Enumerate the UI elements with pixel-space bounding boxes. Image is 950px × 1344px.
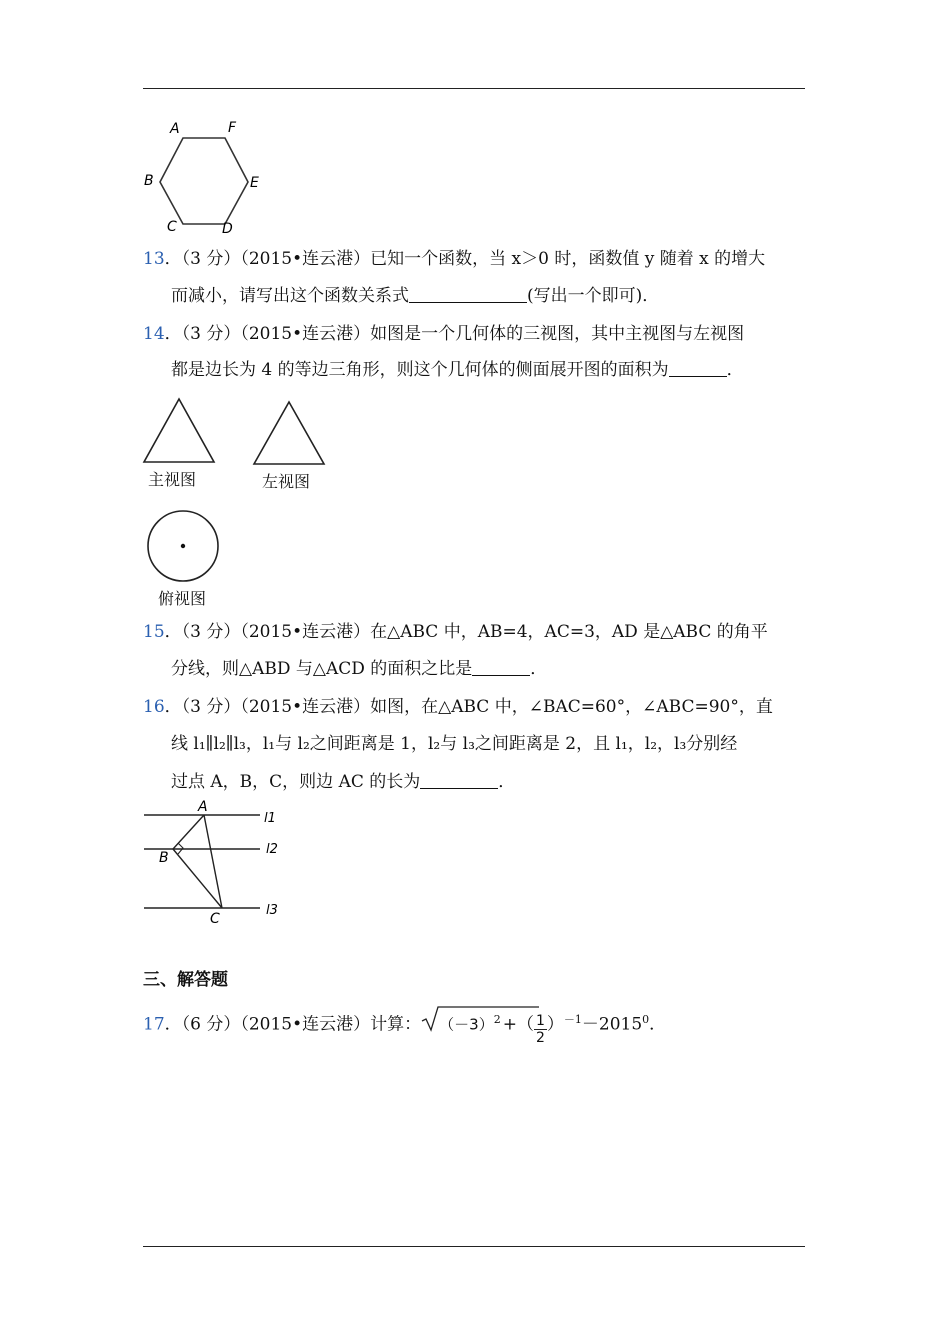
- front-view-label: 主视图: [148, 470, 197, 489]
- sqrt-expression: [421, 1008, 501, 1037]
- q13-number: 13: [143, 249, 165, 269]
- fig16-label-l3: l3: [266, 903, 278, 918]
- top-view-circle: [144, 508, 224, 588]
- q13-text2b: (写出一个即可)．: [527, 286, 660, 306]
- q14-text1: ．（3 分）（2015•连云港）如图是一个几何体的三视图，其中主视图与左视图: [164, 324, 745, 344]
- hex-label-a: A: [170, 121, 180, 137]
- q13-text2a: 而减小，请写出这个函数关系式: [171, 286, 409, 306]
- q16-answer-blank: [420, 772, 498, 789]
- segment-ab: [173, 815, 204, 849]
- q16-line2: [171, 732, 737, 756]
- q13-answer-blank: [409, 286, 527, 303]
- q16-text3: 过点 A，B，C，则边 AC 的长为: [171, 772, 421, 792]
- q17-prefix: ．（6 分）（2015•连云港）计算：: [164, 1014, 422, 1035]
- footer-rule: [143, 1246, 805, 1247]
- q17-line1: [143, 1008, 666, 1046]
- fraction-numerator: 1: [535, 1012, 545, 1029]
- fig16-label-a: A: [198, 799, 208, 815]
- hex-label-f: F: [228, 120, 237, 136]
- q13-text1: ．（3 分）（2015•连云港）已知一个函数，当 x＞0 时，函数值 y 随着 x 的增大: [164, 249, 766, 269]
- hex-label-b: B: [144, 173, 154, 189]
- hex-label-d: D: [222, 221, 233, 237]
- front-view-triangle: [140, 395, 220, 465]
- left-view-triangle: [250, 398, 330, 468]
- q17-plus: +（: [502, 1014, 534, 1035]
- fig16-label-b: B: [159, 850, 169, 866]
- q15-number: 15: [143, 622, 165, 642]
- sqrt-square: 2: [493, 1013, 501, 1026]
- q14-answer-blank: [669, 360, 727, 377]
- q14-number: 14: [143, 324, 165, 344]
- fig16-label-c: C: [210, 911, 220, 927]
- q15-text1: ．（3 分）（2015•连云港）在△ABC 中，AB=4，AC=3，AD 是△ABC 的角平: [164, 622, 768, 642]
- hexagon-shape: [160, 138, 248, 224]
- hex-label-e: E: [250, 175, 259, 191]
- q14-end: ．: [726, 360, 744, 380]
- q17-end: ．: [649, 1014, 667, 1035]
- section-title: 三、解答题: [143, 970, 228, 990]
- q16-end: ．: [498, 772, 516, 792]
- q15-answer-blank: [472, 659, 530, 676]
- q13-line2: [171, 284, 659, 308]
- q16-text1: ．（3 分）（2015•连云港）如图，在△ABC 中，∠BAC=60°，∠ABC=90°，直: [164, 697, 773, 717]
- q16-line1: [143, 695, 773, 719]
- q15-line2: [171, 657, 547, 681]
- q17-tail-exponent: 0: [642, 1013, 650, 1026]
- segment-ac: [204, 815, 222, 908]
- fig16-label-l1: l1: [264, 811, 276, 826]
- q14-line1: [143, 322, 744, 346]
- parallel-lines-figure: [140, 795, 290, 930]
- header-rule: [143, 88, 805, 89]
- fraction-denominator: 2: [535, 1029, 545, 1046]
- q15-end: ．: [530, 659, 548, 679]
- q13-line1: [143, 247, 765, 271]
- sqrt-sign: [421, 1005, 541, 1033]
- q17-number: 17: [143, 1014, 165, 1035]
- left-view-label: 左视图: [262, 472, 311, 491]
- q15-line1: [143, 620, 768, 644]
- q17-exponent: －1: [563, 1013, 582, 1026]
- top-view-label: 俯视图: [158, 589, 207, 608]
- hexagon-figure: [140, 115, 270, 240]
- sqrt-radicand: （－3）: [439, 1015, 494, 1034]
- q17-paren-close: ）: [546, 1014, 564, 1035]
- q15-text2: 分线，则△ABD 与△ACD 的面积之比是: [171, 659, 473, 679]
- q16-line3: [171, 770, 515, 794]
- q14-line2: [171, 358, 744, 382]
- q14-text2: 都是边长为 4 的等边三角形，则这个几何体的侧面展开图的面积为: [171, 360, 669, 380]
- fig16-label-l2: l2: [266, 842, 278, 857]
- segment-bc: [173, 849, 222, 908]
- q17-tail: －2015: [581, 1014, 643, 1035]
- hex-label-c: C: [167, 219, 177, 235]
- q16-number: 16: [143, 697, 165, 717]
- q16-text2: 线 l₁∥l₂∥l₃，l₁与 l₂之间距离是 1，l₂与 l₃之间距离是 2，且 l₁，l₂，l₃分别经: [171, 734, 738, 754]
